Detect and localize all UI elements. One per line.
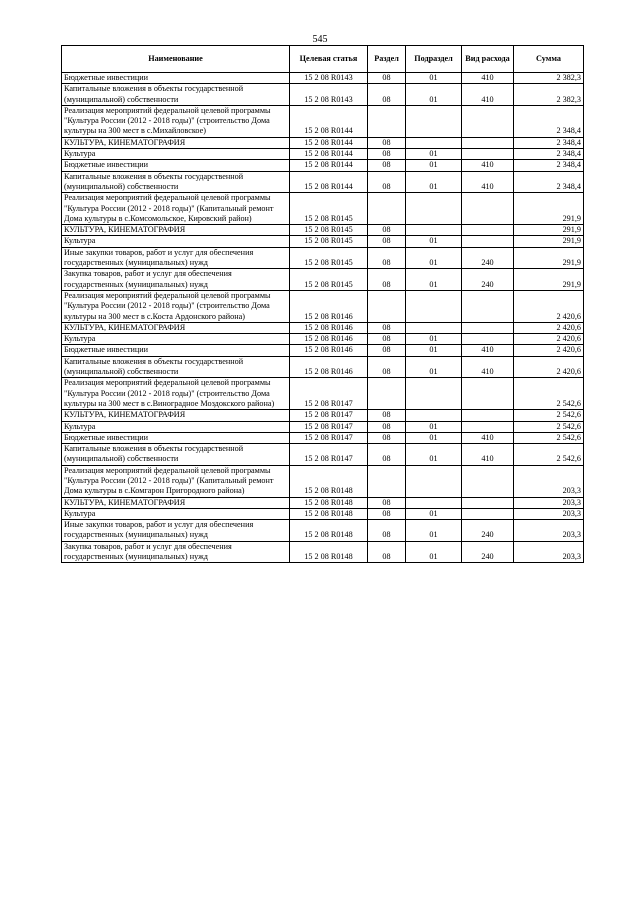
cell-subsection: 01 xyxy=(406,520,462,542)
cell-subsection xyxy=(406,137,462,148)
cell-kind xyxy=(462,497,514,508)
cell-code: 15 2 08 R0145 xyxy=(290,269,368,291)
cell-subsection xyxy=(406,497,462,508)
cell-sum: 2 382,3 xyxy=(514,84,584,106)
cell-name: Иные закупки товаров, работ и услуг для обеспечения государственных (муниципальных) нужд xyxy=(62,520,290,542)
table-row xyxy=(62,225,584,236)
cell-subsection: 01 xyxy=(406,345,462,356)
cell-code: 15 2 08 R0144 xyxy=(290,160,368,171)
cell-code: 15 2 08 R0144 xyxy=(290,105,368,137)
cell-code: 15 2 08 R0148 xyxy=(290,520,368,542)
cell-sum: 2 420,6 xyxy=(514,290,584,322)
cell-kind xyxy=(462,508,514,519)
cell-code: 15 2 08 R0147 xyxy=(290,444,368,466)
cell-section xyxy=(368,465,406,497)
cell-subsection: 01 xyxy=(406,269,462,291)
header-code: Целевая статья xyxy=(290,46,368,73)
cell-kind xyxy=(462,236,514,247)
cell-subsection xyxy=(406,193,462,225)
table-row xyxy=(62,247,584,269)
cell-section: 08 xyxy=(368,171,406,193)
cell-code: 15 2 08 R0148 xyxy=(290,465,368,497)
table-row xyxy=(62,520,584,542)
table-row xyxy=(62,378,584,410)
cell-code: 15 2 08 R0145 xyxy=(290,236,368,247)
cell-sum: 291,9 xyxy=(514,225,584,236)
cell-section: 08 xyxy=(368,149,406,160)
table-row xyxy=(62,541,584,563)
cell-code: 15 2 08 R0146 xyxy=(290,334,368,345)
cell-sum: 2 348,4 xyxy=(514,149,584,160)
cell-code: 15 2 08 R0143 xyxy=(290,73,368,84)
cell-sum: 291,9 xyxy=(514,193,584,225)
cell-sum: 2 542,6 xyxy=(514,421,584,432)
cell-name: Реализация мероприятий федеральной целевой программы "Культура России (2012 - 2018 годы)" (строительство Дома культуры на 300 мест в с.Михайловское) xyxy=(62,105,290,137)
cell-subsection: 01 xyxy=(406,73,462,84)
cell-name: Культура xyxy=(62,421,290,432)
cell-kind: 240 xyxy=(462,269,514,291)
cell-sum: 291,9 xyxy=(514,236,584,247)
cell-subsection: 01 xyxy=(406,444,462,466)
cell-name: Бюджетные инвестиции xyxy=(62,345,290,356)
cell-kind: 410 xyxy=(462,432,514,443)
cell-subsection: 01 xyxy=(406,541,462,563)
cell-kind xyxy=(462,193,514,225)
cell-kind: 410 xyxy=(462,345,514,356)
cell-name: Иные закупки товаров, работ и услуг для обеспечения государственных (муниципальных) нужд xyxy=(62,247,290,269)
cell-kind xyxy=(462,410,514,421)
cell-section: 08 xyxy=(368,322,406,333)
cell-name: КУЛЬТУРА, КИНЕМАТОГРАФИЯ xyxy=(62,497,290,508)
table-row xyxy=(62,497,584,508)
cell-subsection xyxy=(406,410,462,421)
page-number: 545 xyxy=(312,34,328,45)
cell-kind: 410 xyxy=(462,444,514,466)
cell-kind xyxy=(462,421,514,432)
cell-name: Капитальные вложения в объекты государственной (муниципальной) собственности xyxy=(62,356,290,378)
cell-name: Реализация мероприятий федеральной целевой программы "Культура России (2012 - 2018 годы)" (строительство Дома культуры на 300 мест в с.Коста Ардонского района) xyxy=(62,290,290,322)
table-row xyxy=(62,444,584,466)
cell-sum: 2 348,4 xyxy=(514,171,584,193)
cell-section xyxy=(368,290,406,322)
cell-kind: 410 xyxy=(462,171,514,193)
cell-section xyxy=(368,378,406,410)
cell-section: 08 xyxy=(368,508,406,519)
cell-name: КУЛЬТУРА, КИНЕМАТОГРАФИЯ xyxy=(62,225,290,236)
table-row xyxy=(62,160,584,171)
cell-code: 15 2 08 R0146 xyxy=(290,356,368,378)
cell-kind xyxy=(462,465,514,497)
table-row xyxy=(62,73,584,84)
cell-subsection: 01 xyxy=(406,421,462,432)
table-row xyxy=(62,137,584,148)
cell-kind: 410 xyxy=(462,356,514,378)
cell-section: 08 xyxy=(368,269,406,291)
cell-subsection: 01 xyxy=(406,508,462,519)
cell-code: 15 2 08 R0145 xyxy=(290,225,368,236)
cell-code: 15 2 08 R0144 xyxy=(290,137,368,148)
cell-kind: 410 xyxy=(462,73,514,84)
cell-kind xyxy=(462,137,514,148)
cell-sum: 2 542,6 xyxy=(514,432,584,443)
cell-subsection: 01 xyxy=(406,432,462,443)
table-row xyxy=(62,236,584,247)
cell-name: Бюджетные инвестиции xyxy=(62,73,290,84)
table-row xyxy=(62,356,584,378)
cell-name: Культура xyxy=(62,508,290,519)
table-row xyxy=(62,432,584,443)
table-row xyxy=(62,149,584,160)
cell-subsection: 01 xyxy=(406,247,462,269)
cell-name: Капитальные вложения в объекты государственной (муниципальной) собственности xyxy=(62,84,290,106)
cell-code: 15 2 08 R0148 xyxy=(290,541,368,563)
cell-code: 15 2 08 R0147 xyxy=(290,432,368,443)
cell-subsection xyxy=(406,290,462,322)
cell-code: 15 2 08 R0145 xyxy=(290,247,368,269)
cell-section: 08 xyxy=(368,345,406,356)
table-row xyxy=(62,105,584,137)
table-row xyxy=(62,322,584,333)
table-row xyxy=(62,171,584,193)
cell-sum: 2 420,6 xyxy=(514,334,584,345)
table-row xyxy=(62,290,584,322)
table-body xyxy=(62,73,584,563)
cell-section: 08 xyxy=(368,137,406,148)
cell-name: Бюджетные инвестиции xyxy=(62,160,290,171)
table-row xyxy=(62,508,584,519)
cell-name: КУЛЬТУРА, КИНЕМАТОГРАФИЯ xyxy=(62,410,290,421)
cell-sum: 2 348,4 xyxy=(514,160,584,171)
header-name: Наименование xyxy=(62,46,290,73)
cell-code: 15 2 08 R0147 xyxy=(290,410,368,421)
cell-kind: 240 xyxy=(462,520,514,542)
cell-sum: 2 542,6 xyxy=(514,410,584,421)
cell-section: 08 xyxy=(368,225,406,236)
header-sum: Сумма xyxy=(514,46,584,73)
budget-table xyxy=(61,45,584,563)
cell-sum: 2 542,6 xyxy=(514,444,584,466)
cell-code: 15 2 08 R0145 xyxy=(290,193,368,225)
cell-name: Капитальные вложения в объекты государственной (муниципальной) собственности xyxy=(62,444,290,466)
cell-kind xyxy=(462,322,514,333)
table-row xyxy=(62,84,584,106)
table-row xyxy=(62,269,584,291)
cell-code: 15 2 08 R0144 xyxy=(290,149,368,160)
cell-section: 08 xyxy=(368,334,406,345)
cell-sum: 2 382,3 xyxy=(514,73,584,84)
cell-subsection xyxy=(406,465,462,497)
cell-kind xyxy=(462,225,514,236)
cell-kind: 240 xyxy=(462,541,514,563)
cell-code: 15 2 08 R0144 xyxy=(290,171,368,193)
header-row xyxy=(62,46,584,73)
cell-kind: 240 xyxy=(462,247,514,269)
table-row xyxy=(62,410,584,421)
cell-sum: 2 348,4 xyxy=(514,137,584,148)
table-header xyxy=(62,46,584,73)
cell-sum: 2 420,6 xyxy=(514,345,584,356)
cell-name: Реализация мероприятий федеральной целевой программы "Культура России (2012 - 2018 годы)" (Капитальный ремонт Дома культуры в с.Комгарон Пригородного района) xyxy=(62,465,290,497)
cell-name: Реализация мероприятий федеральной целевой программы "Культура России (2012 - 2018 годы)" (строительство Дома культуры на 300 мест в с.Виноградное Моздокского района) xyxy=(62,378,290,410)
cell-name: Капитальные вложения в объекты государственной (муниципальной) собственности xyxy=(62,171,290,193)
cell-code: 15 2 08 R0147 xyxy=(290,421,368,432)
cell-code: 15 2 08 R0146 xyxy=(290,345,368,356)
cell-kind: 410 xyxy=(462,84,514,106)
table-row xyxy=(62,193,584,225)
cell-name: КУЛЬТУРА, КИНЕМАТОГРАФИЯ xyxy=(62,322,290,333)
cell-subsection xyxy=(406,105,462,137)
cell-section: 08 xyxy=(368,160,406,171)
cell-name: Культура xyxy=(62,334,290,345)
header-subsection: Подраздел xyxy=(406,46,462,73)
cell-subsection: 01 xyxy=(406,84,462,106)
cell-name: Закупка товаров, работ и услуг для обеспечения государственных (муниципальных) нужд xyxy=(62,269,290,291)
cell-subsection: 01 xyxy=(406,334,462,345)
cell-code: 15 2 08 R0143 xyxy=(290,84,368,106)
cell-section: 08 xyxy=(368,410,406,421)
cell-kind xyxy=(462,149,514,160)
header-section: Раздел xyxy=(368,46,406,73)
cell-subsection xyxy=(406,378,462,410)
cell-section: 08 xyxy=(368,541,406,563)
cell-code: 15 2 08 R0146 xyxy=(290,322,368,333)
cell-section: 08 xyxy=(368,444,406,466)
cell-section: 08 xyxy=(368,432,406,443)
cell-name: Закупка товаров, работ и услуг для обеспечения государственных (муниципальных) нужд xyxy=(62,541,290,563)
header-kind: Вид расхода xyxy=(462,46,514,73)
cell-sum: 291,9 xyxy=(514,269,584,291)
cell-kind xyxy=(462,105,514,137)
cell-section: 08 xyxy=(368,520,406,542)
cell-name: Бюджетные инвестиции xyxy=(62,432,290,443)
cell-subsection: 01 xyxy=(406,149,462,160)
cell-section: 08 xyxy=(368,247,406,269)
cell-sum: 2 420,6 xyxy=(514,322,584,333)
cell-code: 15 2 08 R0146 xyxy=(290,290,368,322)
cell-name: Реализация мероприятий федеральной целевой программы "Культура России (2012 - 2018 годы)" (Капитальный ремонт Дома культуры в с.Комсомольское, Кировский район) xyxy=(62,193,290,225)
cell-sum: 203,3 xyxy=(514,465,584,497)
table-row xyxy=(62,421,584,432)
cell-section: 08 xyxy=(368,421,406,432)
table-row xyxy=(62,465,584,497)
cell-sum: 291,9 xyxy=(514,247,584,269)
cell-subsection: 01 xyxy=(406,236,462,247)
cell-section: 08 xyxy=(368,356,406,378)
cell-subsection: 01 xyxy=(406,356,462,378)
cell-code: 15 2 08 R0148 xyxy=(290,508,368,519)
cell-kind xyxy=(462,334,514,345)
cell-section xyxy=(368,193,406,225)
cell-kind: 410 xyxy=(462,160,514,171)
cell-sum: 203,3 xyxy=(514,541,584,563)
cell-kind xyxy=(462,290,514,322)
cell-name: Культура xyxy=(62,149,290,160)
cell-code: 15 2 08 R0148 xyxy=(290,497,368,508)
cell-name: КУЛЬТУРА, КИНЕМАТОГРАФИЯ xyxy=(62,137,290,148)
cell-section: 08 xyxy=(368,497,406,508)
cell-kind xyxy=(462,378,514,410)
table-row xyxy=(62,334,584,345)
cell-code: 15 2 08 R0147 xyxy=(290,378,368,410)
cell-name: Культура xyxy=(62,236,290,247)
cell-sum: 203,3 xyxy=(514,508,584,519)
table-row xyxy=(62,345,584,356)
cell-subsection xyxy=(406,322,462,333)
cell-section: 08 xyxy=(368,73,406,84)
cell-section: 08 xyxy=(368,236,406,247)
cell-sum: 203,3 xyxy=(514,497,584,508)
cell-sum: 2 542,6 xyxy=(514,378,584,410)
cell-sum: 2 348,4 xyxy=(514,105,584,137)
cell-subsection: 01 xyxy=(406,171,462,193)
cell-section: 08 xyxy=(368,84,406,106)
cell-sum: 203,3 xyxy=(514,520,584,542)
cell-subsection: 01 xyxy=(406,160,462,171)
cell-sum: 2 420,6 xyxy=(514,356,584,378)
cell-section xyxy=(368,105,406,137)
cell-subsection xyxy=(406,225,462,236)
